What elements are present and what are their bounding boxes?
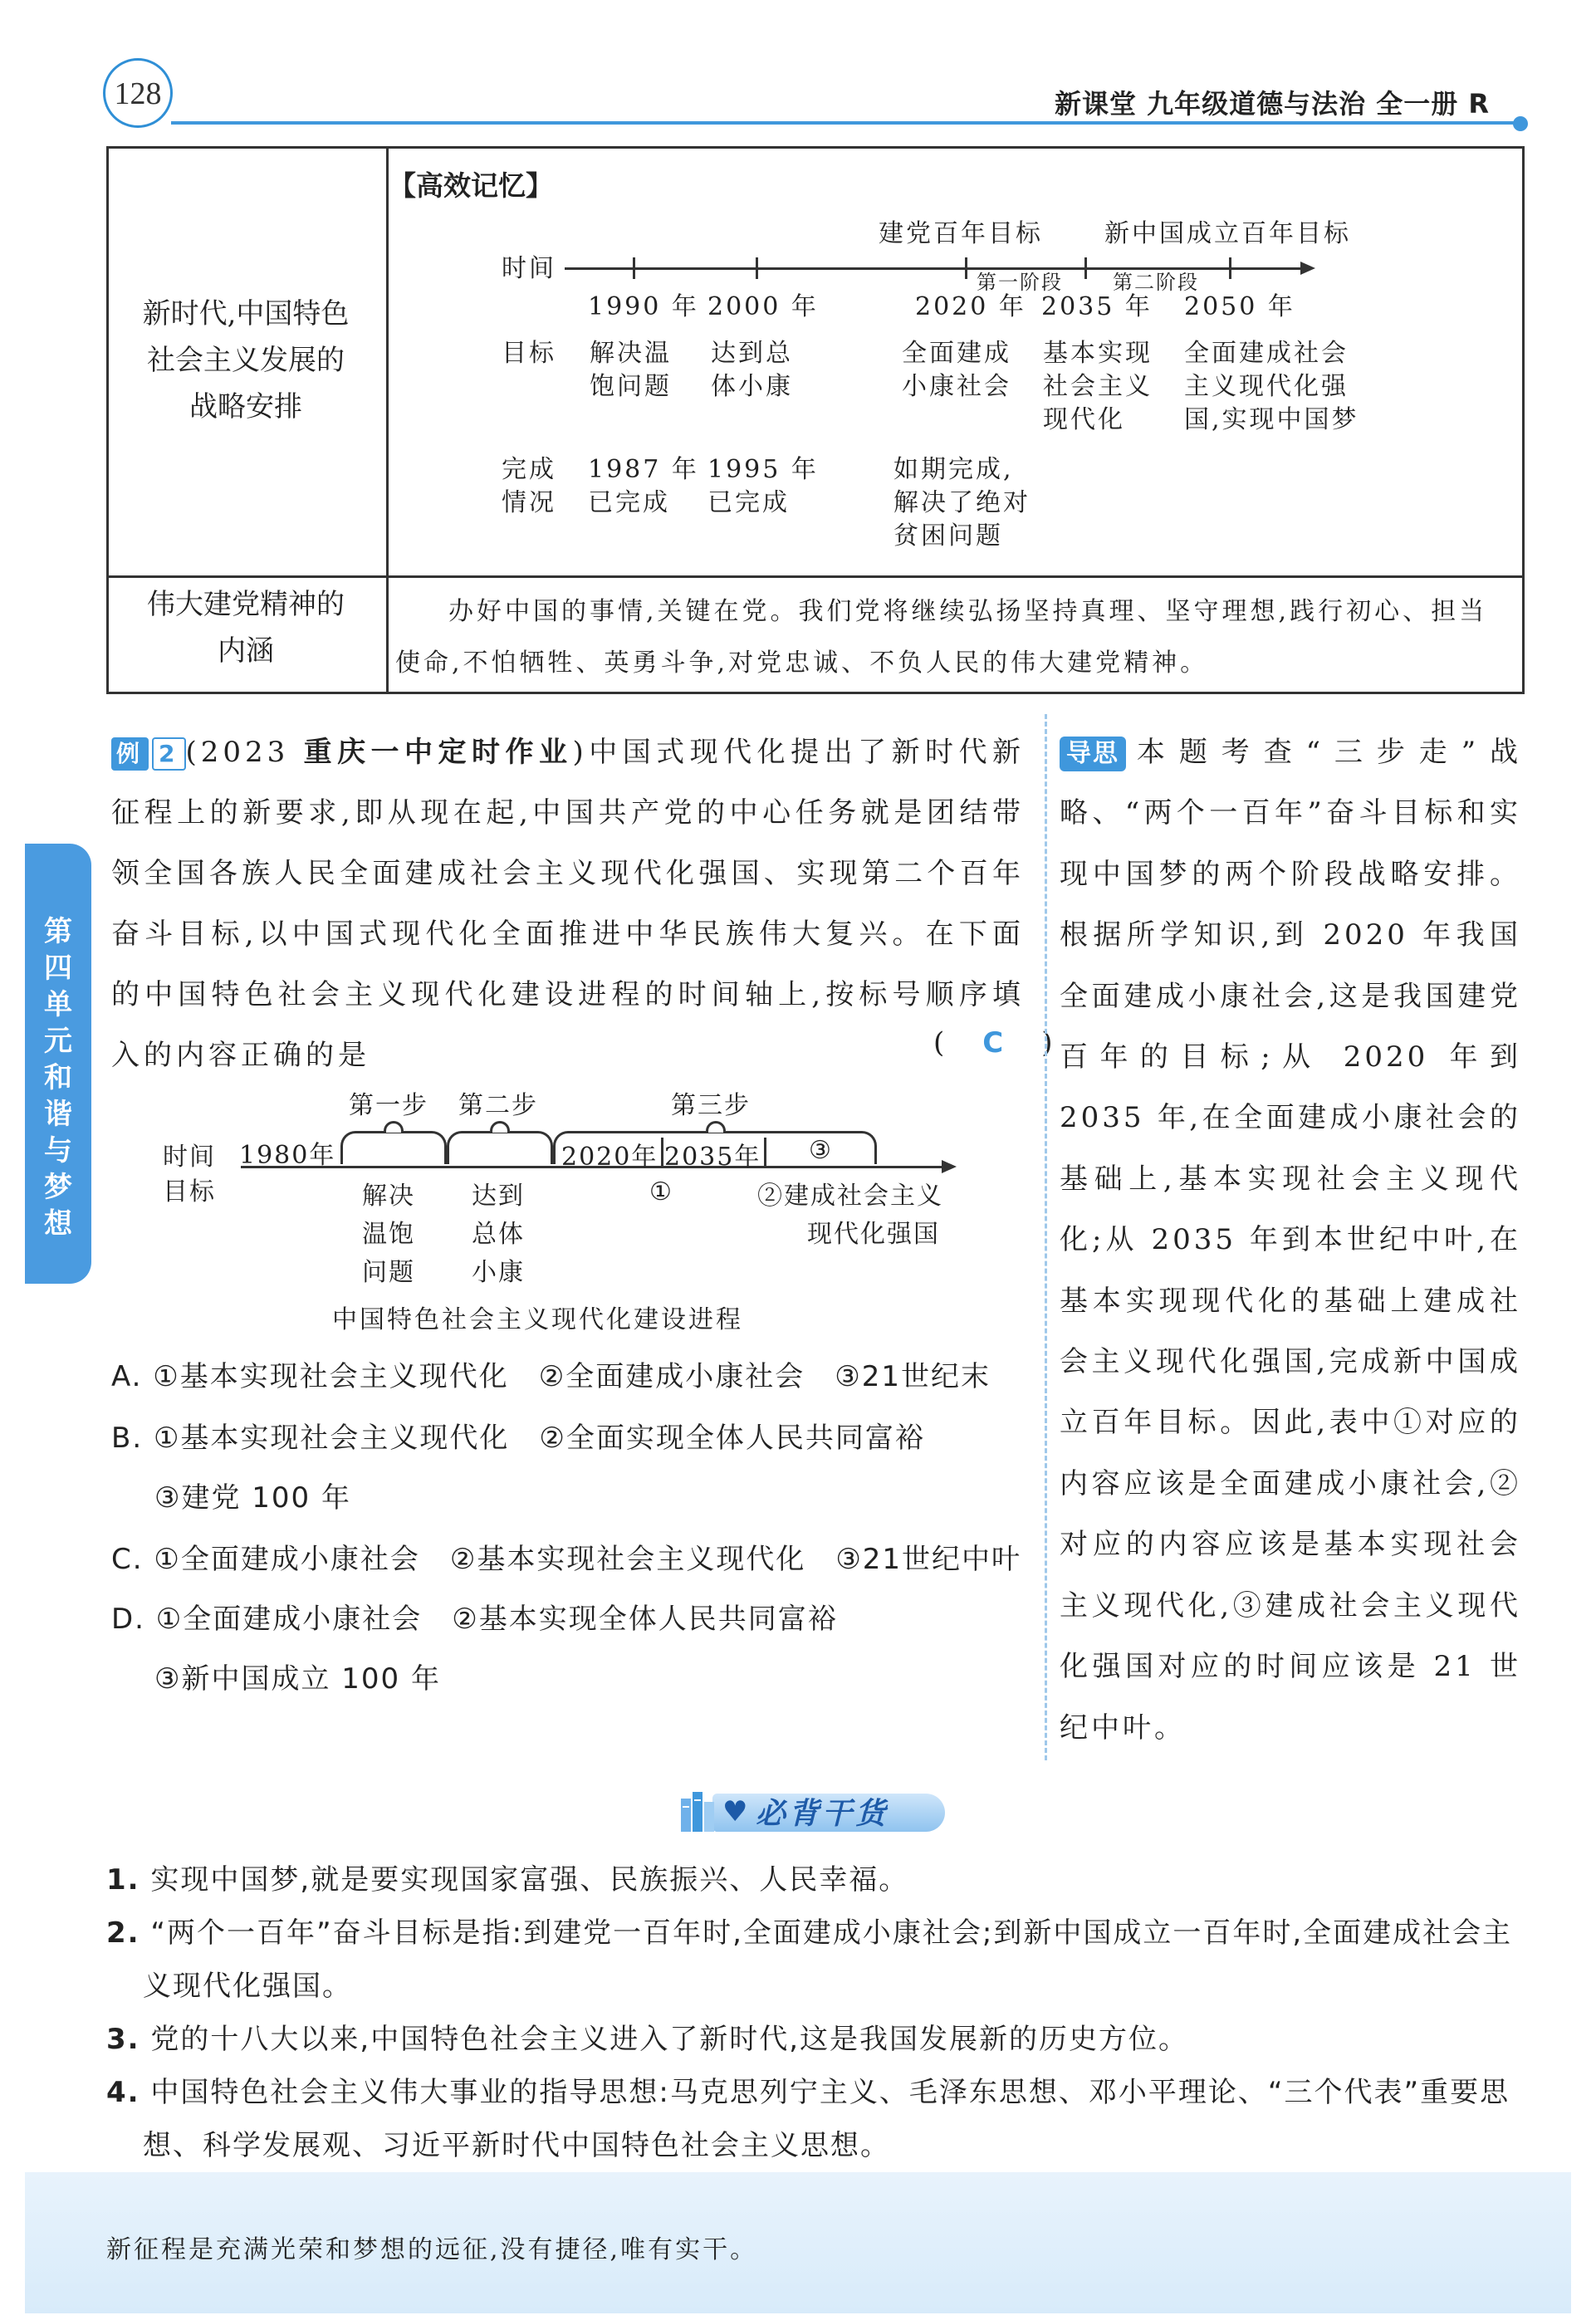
diag-label-time: 时间 [163, 1143, 216, 1172]
table-divider-horizontal [109, 575, 1522, 578]
tl-year: 2020 年 [915, 292, 1026, 321]
diag-step2: 第二步 [458, 1091, 538, 1120]
option-a: A. ①基本实现社会主义现代化 ②全面建成小康社会 ③21世纪末 [111, 1360, 991, 1393]
must-recite-title: 必背干货 [756, 1797, 889, 1831]
diag-circle-1: ① [649, 1177, 673, 1206]
tl-year: 1990 年 [588, 292, 699, 321]
diag-divider [661, 1138, 663, 1166]
tl-stage-1: 第一阶段 [977, 271, 1063, 294]
tl-goal: 全面建成 小康社会 [902, 339, 1011, 401]
example-number: 2 [152, 737, 185, 771]
tl-tick [965, 257, 967, 279]
unit-side-tab [25, 844, 91, 1284]
tl-label-time: 时间 [502, 254, 556, 283]
tl-year: 2000 年 [707, 292, 819, 321]
option-b: B. ①基本实现社会主义现代化 ②全面实现全体人民共同富裕 [111, 1422, 925, 1455]
option-b-cont: ③建党 100 年 [154, 1481, 351, 1515]
diag-step3: 第三步 [671, 1091, 751, 1120]
tl-tick [1084, 257, 1087, 279]
tl-done: 如期完成, 解决了绝对 贫困问题 [893, 455, 1031, 551]
diag-brace-peak [384, 1121, 404, 1133]
row-label-strategy: 新时代,中国特色 社会主义发展的 战略安排 [142, 297, 350, 423]
tl-done: 1987 年 已完成 [588, 455, 699, 517]
unit-number: 第四单元 [44, 915, 72, 1058]
book-title: 新课堂 九年级道德与法治 全一册 R [1055, 88, 1491, 120]
guide-separator [1045, 714, 1047, 1760]
spirit-text: 办好中国的事情,关键在党。我们党将继续弘扬坚持真理、坚守理想,践行初心、担当使命,不怕牺牲、英勇斗争,对党忠诚、不负人民的伟大建党精神。 [395, 597, 1488, 678]
tl-goal: 解决温 饱问题 [590, 339, 672, 401]
example-question: 例 2 (2023 重庆一中定时作业)中国式现代化提出了新时代新征程上的新要求,即从现在起,中国共产党的中心任务就是团结带领全国各族人民全面建成社会主义现代化强国、实现第二个百年奋斗目标,以中国式现代化全面推进中华民族伟大复兴。在下面的中国特色社会主义现代化建设进程的时间轴上,按标号顺序填入的内容正确的是 [111, 736, 1026, 1072]
diag-year-2035: 2035年 [664, 1143, 761, 1172]
guide-text: 本题考查“三步走”战略、“两个一百年”奋斗目标和实现中国梦的两个阶段战略安排。根据所学知识,到 2020 年我国全面建成小康社会,这是我国建党百年的目标;从 2020 年到 2035 年,在全面建成小康社会的基础上,基本实现社会主义现代化;从 2035 年到本世纪中叶,在基本实现现代化的基础上建成社会主义现代化强国,完成新中国成立百年目标。因此,表中①对应的内容应该是全面建成小康社会,②对应的内容应该是基本实现社会主义现代化,③建成社会主义现代化强国对应的时间应该是 21 世纪中叶。 [1060, 736, 1521, 1745]
example-source: 重庆一中定时作业 [303, 736, 573, 769]
tl-label-done: 完成 情况 [502, 455, 556, 517]
diag-brace-peak [490, 1121, 510, 1133]
example-badge: 例 [111, 737, 149, 771]
header-rule [171, 121, 1525, 125]
books-icon [679, 1787, 719, 1833]
point-4: 4. 中国特色社会主义伟大事业的指导思想:马克思列宁主义、毛泽东思想、邓小平理论、“三个代表”重要思想、科学发展观、习近平新时代中国特色社会主义思想。 [106, 2076, 1510, 2162]
tl-done: 1995 年 已完成 [707, 455, 819, 517]
tl-goal: 基本实现 社会主义 现代化 [1043, 339, 1153, 434]
answer-value: C [982, 1026, 1009, 1060]
diag-step1: 第一步 [349, 1091, 428, 1120]
option-c: C. ①全面建成小康社会 ②基本实现社会主义现代化 ③21世纪中叶 [111, 1543, 1022, 1576]
must-recite-banner [679, 1782, 945, 1835]
memory-label: 【高效记忆】 [389, 169, 553, 202]
tl-top-right: 新中国成立百年目标 [1104, 219, 1351, 248]
guide-badge: 导思 [1060, 737, 1126, 771]
answer-bracket: ( C ) [933, 1026, 1058, 1060]
option-d-cont: ③新中国成立 100 年 [154, 1662, 441, 1696]
tl-stage-2: 第二阶段 [1113, 271, 1199, 294]
point-1: 1. 实现中国梦,就是要实现国家富强、民族振兴、人民幸福。 [106, 1863, 909, 1897]
diag-goal-1: 解决 温饱 问题 [362, 1182, 415, 1287]
tl-tick [756, 257, 758, 279]
unit-name: 和谐与梦想 [44, 1061, 72, 1241]
diag-divider [764, 1138, 766, 1166]
footer-quote: 新征程是充满光荣和梦想的远征,没有捷径,唯有实干。 [106, 2235, 758, 2264]
diag-axis-arrow [942, 1160, 957, 1173]
tl-tick [633, 257, 635, 279]
diag-goal-2: 达到 总体 小康 [472, 1182, 525, 1287]
diag-caption: 中国特色社会主义现代化建设进程 [332, 1305, 743, 1334]
tl-goal: 达到总 体小康 [711, 339, 793, 401]
diag-brace-2 [447, 1131, 553, 1164]
row-label-spirit: 伟大建党精神的 内涵 [147, 588, 345, 668]
tl-top-left: 建党百年目标 [879, 219, 1043, 248]
tl-year: 2050 年 [1184, 292, 1295, 321]
tl-axis-arrow [1300, 262, 1315, 275]
guide-explanation [1060, 722, 1521, 1759]
option-d: D. ①全面建成小康社会 ②基本实现全体人民共同富裕 [111, 1603, 838, 1636]
diag-year-2020: 2020年 [561, 1143, 658, 1172]
heart-icon: ♥ [722, 1795, 748, 1828]
tl-label-goal: 目标 [502, 339, 556, 368]
table-divider-vertical [386, 149, 389, 692]
page-number: 128 [103, 58, 173, 128]
diag-goal-3: ②建成社会主义 现代化强国 [757, 1182, 943, 1249]
diag-year-1980: 1980年 [239, 1141, 336, 1170]
tl-tick [1229, 257, 1231, 279]
header-rule-dot [1513, 116, 1528, 131]
diag-brace-1 [340, 1131, 447, 1164]
point-3: 3. 党的十八大以来,中国特色社会主义进入了新时代,这是我国发展新的历史方位。 [106, 2023, 1189, 2056]
diag-label-goal: 目标 [163, 1177, 216, 1206]
example-stem: 中国式现代化提出了新时代新征程上的新要求,即从现在起,中国共产党的中心任务就是团结带领全国各族人民全面建成社会主义现代化强国、实现第二个百年奋斗目标,以中国式现代化全面推进中华民族伟大复兴。在下面的中国特色社会主义现代化建设进程的时间轴上,按标号顺序填入的内容正确的是 [111, 736, 1026, 1072]
tl-year: 2035 年 [1041, 292, 1153, 321]
diag-circle-3: ③ [809, 1136, 833, 1165]
diag-brace-peak [706, 1121, 726, 1133]
tl-goal: 全面建成社会 主义现代化强 国,实现中国梦 [1184, 339, 1359, 434]
point-2: 2. “两个一百年”奋斗目标是指:到建党一百年时,全面建成小康社会;到新中国成立一百年时,全面建成社会主义现代化强国。 [106, 1916, 1513, 2003]
